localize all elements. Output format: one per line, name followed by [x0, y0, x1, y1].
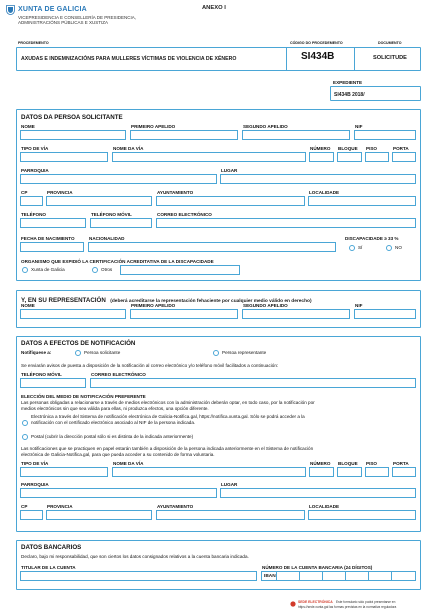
n-label-parroquia: PARROQUIA	[21, 482, 49, 487]
expediente-label: EXPEDIENTE	[333, 80, 363, 85]
discap-si-label: SÍ	[358, 245, 363, 250]
iban-segment[interactable]	[299, 571, 322, 581]
medio-title: ELECCIÓN DEL MEDIO DE NOTIFICACIÓN PREFERENTE	[21, 394, 146, 399]
discap-non-radio[interactable]	[386, 245, 392, 251]
n-numero-field[interactable]	[309, 467, 334, 477]
avisos-text: Se enviarán avisos de puesta a disposición de la notificación al correo electrónico y/o teléfono móvil facilitados a continuación:	[21, 363, 279, 368]
document-type: SOLICITUDE	[373, 55, 407, 61]
n-label-concello: AYUNTAMIENTO	[157, 504, 194, 509]
parroquia-field[interactable]	[20, 174, 217, 184]
sede-text-1: Este formulario sólo podrá presentarse en	[336, 600, 396, 604]
rep-label-apelido1: PRIMEIRO APELIDO	[131, 303, 176, 308]
label-localidade: LOCALIDADE	[309, 190, 340, 195]
label-numero: NÚMERO	[310, 146, 331, 151]
label-movil: TELÉFONO MÓVIL	[91, 212, 132, 217]
porta-field[interactable]	[392, 152, 416, 162]
apelido2-field[interactable]	[242, 130, 350, 140]
cp-field[interactable]	[20, 196, 43, 206]
label-lugar: LUGAR	[221, 168, 238, 173]
tipo-via-field[interactable]	[20, 152, 108, 162]
label-nacionalidade: NACIONALIDAD	[89, 236, 125, 241]
iban-segment[interactable]	[276, 571, 299, 581]
apelido1-field[interactable]	[130, 130, 238, 140]
label-porta: PORTA	[393, 146, 409, 151]
document-label: DOCUMENTO	[378, 41, 402, 45]
label-telefono: TELÉFONO	[21, 212, 47, 217]
paper-text-2: electrónica de Galicia-Notifica.gal, para que pueda acceder a su contenido de forma voluntaria.	[21, 452, 215, 457]
numero-field[interactable]	[309, 152, 334, 162]
procedure-label: PROCEDEMENTO	[18, 41, 49, 45]
rep-label-apelido2: SEGUNDO APELIDO	[243, 303, 288, 308]
label-parroquia: PARROQUIA	[21, 168, 49, 173]
label-provincia: PROVINCIA	[47, 190, 73, 195]
medio-electronica-radio[interactable]	[22, 420, 28, 426]
procedure-name: AXUDAS E INDEMNIZACIÓNS PARA MULLERES VÍCTIMAS DE VIOLENCIA DE XÉNERO	[21, 56, 237, 62]
xunta-logo	[6, 5, 87, 15]
n-label-cp: CP	[21, 504, 28, 509]
medio-text-2: medios electrónicos sin que sea válida para ellas, ni produzca efectos, una opción diferente.	[21, 406, 209, 411]
iban-label: IBAN	[264, 574, 276, 579]
procedure-divider-2	[354, 47, 355, 71]
medio-text-1: Las personas obligadas a relacionarse a través de medios electrónicos con la administración deberán optar, en todo caso, por la notificación por	[21, 400, 315, 405]
nome-field[interactable]	[20, 130, 126, 140]
medio-postal-label: Postal (cubrir la dirección postal sólo si es distinta de la indicada anteriormente)	[31, 434, 194, 439]
sede-label: SEDE ELECTRÓNICA	[298, 600, 333, 604]
galicia-shield-icon	[6, 5, 15, 15]
notification-title: DATOS A EFECTOS DE NOTIFICACIÓN	[21, 340, 136, 347]
organismo-xunta-radio[interactable]	[22, 267, 28, 273]
titular-field[interactable]	[20, 571, 257, 581]
notify-representante-label: Persoa representante	[222, 350, 267, 355]
notify-label: Notifíquese a:	[21, 350, 52, 355]
n-lugar-field[interactable]	[220, 488, 416, 498]
email-field[interactable]	[156, 218, 416, 228]
notif-email-field[interactable]	[90, 378, 416, 388]
notify-solicitante-radio[interactable]	[75, 350, 81, 356]
label-bloque: BLOQUE	[338, 146, 358, 151]
n-bloque-field[interactable]	[337, 467, 362, 477]
logo-text: XUNTA DE GALICIA	[18, 6, 87, 13]
label-concello: AYUNTAMIENTO	[157, 190, 194, 195]
procedure-divider-1	[286, 47, 287, 71]
bank-label-titular: TITULAR DE LA CUENTA	[21, 565, 76, 570]
bank-label-numero: NÚMERO DE LA CUENTA BANCARIA (24 DÍGITOS)	[262, 565, 373, 570]
lugar-field[interactable]	[220, 174, 416, 184]
telefono-field[interactable]	[20, 218, 86, 228]
n-label-porta: PORTA	[393, 461, 409, 466]
rep-label-nif: NIF	[355, 303, 363, 308]
provincia-field[interactable]	[46, 196, 152, 206]
medio-electronica-label-2: notificación con el certificado electrónico asociado al NIF de la persona indicada.	[31, 420, 196, 425]
label-apelido2: SEGUNDO APELIDO	[243, 124, 288, 129]
bloque-field[interactable]	[337, 152, 362, 162]
notif-label-movil: TELÉFONO MÓVIL	[21, 372, 62, 377]
expediente-value: SI434B 2018/	[334, 92, 365, 98]
rep-label-nome: NOME	[21, 303, 35, 308]
iban-segment[interactable]	[322, 571, 345, 581]
discap-non-label: NO	[395, 245, 402, 250]
nif-field[interactable]	[354, 130, 416, 140]
organismo-outros-radio[interactable]	[92, 267, 98, 273]
label-piso: PISO	[366, 146, 377, 151]
rep-nif-field[interactable]	[354, 309, 416, 319]
n-nome-via-field[interactable]	[112, 467, 306, 477]
representative-note: (deberá acreditarse la representación fehaciente por cualquier medio válido en derecho)	[110, 299, 312, 304]
applicant-title: DATOS DA PERSOA SOLICITANTE	[21, 114, 123, 121]
n-label-nome-via: NOME DA VÍA	[113, 461, 144, 466]
code-label: CÓDIGO DO PROCEDEMENTO	[290, 41, 343, 45]
n-label-bloque: BLOQUE	[338, 461, 358, 466]
movil-field[interactable]	[90, 218, 152, 228]
label-cp: CP	[21, 190, 28, 195]
n-concello-field[interactable]	[156, 510, 305, 520]
n-label-provincia: PROVINCIA	[47, 504, 73, 509]
localidade-field[interactable]	[308, 196, 416, 206]
n-label-numero: NÚMERO	[310, 461, 331, 466]
n-piso-field[interactable]	[365, 467, 389, 477]
dept-line-2: ADMINISTRACIÓNS PÚBLICAS E XUSTIZA	[18, 20, 109, 25]
label-discapacidade: DISCAPACIDADE ≥ 33 %	[345, 236, 399, 241]
n-parroquia-field[interactable]	[20, 488, 217, 498]
iban-segment[interactable]	[368, 571, 391, 581]
n-localidade-field[interactable]	[308, 510, 416, 520]
procedure-code: SI434B	[301, 51, 335, 62]
paper-text-1: Las notificaciones que se practiquen en papel estarán también a disposición de la persona indicada anteriormente en el Sistema de notificación	[21, 446, 314, 451]
concello-field[interactable]	[156, 196, 305, 206]
organismo-outros-field[interactable]	[120, 265, 240, 275]
dept-line-1: VICEPRESIDENCIA E CONSELLERÍA DE PRESIDENCIA,	[18, 15, 137, 20]
label-nome-via: NOME DA VÍA	[113, 146, 144, 151]
sede-icon	[290, 601, 296, 607]
notify-representante-radio[interactable]	[213, 350, 219, 356]
iban-segments[interactable]	[276, 571, 416, 581]
organismo-xunta-label: Xunta de Galicia	[31, 267, 65, 272]
data-nacemento-field[interactable]	[20, 242, 84, 252]
annex-label: ANEXO I	[202, 5, 226, 11]
notif-label-email: CORREO ELECTRÓNICO	[91, 372, 146, 377]
organismo-outros-label: Otros	[101, 267, 113, 272]
bank-declaration: Declaro, bajo mi responsabilidad, que son ciertos los datos consignados relativos a la cuenta bancaria indicada.	[21, 554, 249, 559]
n-provincia-field[interactable]	[46, 510, 152, 520]
n-label-tipo-via: TIPO DE VÍA	[21, 461, 49, 466]
notif-movil-field[interactable]	[20, 378, 86, 388]
rep-apelido1-field[interactable]	[130, 309, 238, 319]
label-nif: NIF	[355, 124, 363, 129]
rep-nome-field[interactable]	[20, 309, 126, 319]
medio-postal-radio[interactable]	[22, 434, 28, 440]
medio-electronica-label-1: Electrónica a través del Sistema de notificación electrónica de Galicia-Notifica.gal, https://notifica.xunta.gal. Sólo se podrá acceder a la	[31, 414, 305, 419]
bank-title: DATOS BANCARIOS	[21, 544, 82, 551]
notify-solicitante-label: Persoa solicitante	[84, 350, 121, 355]
n-label-lugar: LUGAR	[221, 482, 238, 487]
nome-via-field[interactable]	[112, 152, 306, 162]
label-data-nacemento: FECHA DE NACIMIENTO	[21, 236, 75, 241]
n-tipo-via-field[interactable]	[20, 467, 108, 477]
label-tipo-via: TIPO DE VÍA	[21, 146, 49, 151]
sede-text-2: https://sede.xunta.gal las formas previstas en la normativa reguladora	[298, 605, 397, 609]
discap-si-radio[interactable]	[349, 245, 355, 251]
n-label-localidade: LOCALIDADE	[309, 504, 340, 509]
sede-footer	[290, 600, 435, 612]
label-apelido1: PRIMEIRO APELIDO	[131, 124, 176, 129]
representative-title: Y, EN SU REPRESENTACIÓN	[21, 297, 106, 304]
rep-apelido2-field[interactable]	[242, 309, 350, 319]
n-cp-field[interactable]	[20, 510, 43, 520]
iban-segment[interactable]	[345, 571, 368, 581]
iban-segment[interactable]	[391, 571, 416, 581]
label-nome: NOME	[21, 124, 35, 129]
n-porta-field[interactable]	[392, 467, 416, 477]
piso-field[interactable]	[365, 152, 389, 162]
label-organismo: ORGANISMO QUE EXPIDIÓ LA CERTIFICACIÓN ACREDITATIVA DE LA DISCAPACIDADE	[21, 259, 214, 264]
nacionalidade-field[interactable]	[88, 242, 336, 252]
n-label-piso: PISO	[366, 461, 377, 466]
label-email: CORREO ELECTRÓNICO	[157, 212, 212, 217]
